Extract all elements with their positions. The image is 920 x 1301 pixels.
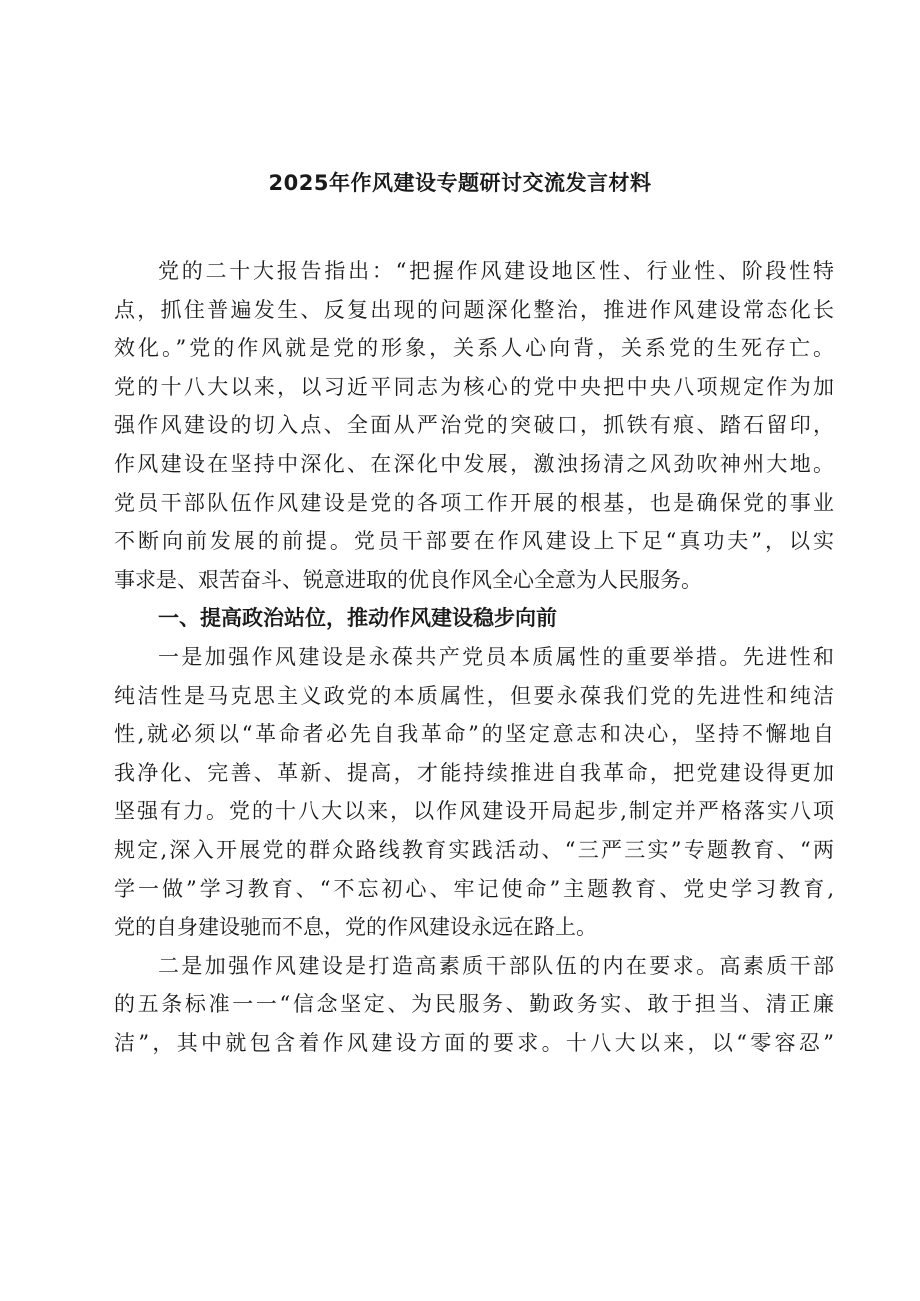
paragraph-line: 党的十八大以来，以习近平同志为核心的党中央把中央八项规定作为加 (114, 374, 834, 399)
paragraph-line: 党的自身建设驰而不息，党的作风建设永远在路上。 (114, 915, 597, 940)
paragraph-line: 效化。”党的作风就是党的形象，关系人心向背，关系党的生死存亡。 (114, 336, 834, 361)
paragraph-line: 规定,深入开展党的群众路线教育实践活动、“三严三实”专题教育、“两 (114, 837, 834, 862)
paragraph-line: 性,就必须以“革命者必先自我革命”的坚定意志和决心，坚持不懈地自 (114, 722, 834, 747)
paragraph-line: 二是加强作风建设是打造高素质干部队伍的内在要求。高素质干部 (158, 953, 834, 978)
paragraph-line: 强作风建设的切入点、全面从严治党的突破口，抓铁有痕、踏石留印， (114, 413, 834, 438)
paragraph-line: 纯洁性是马克思主义政党的本质属性，但要永葆我们党的先进性和纯洁 (114, 683, 834, 708)
section-heading: 一、提高政治站位，推动作风建设稳步向前 (158, 606, 557, 631)
document-body (114, 252, 834, 1062)
paragraph-line: 我净化、完善、革新、提高，才能持续推进自我革命，把党建设得更加 (114, 760, 834, 785)
intro-paragraph (114, 252, 834, 599)
paragraph-2 (114, 947, 834, 1063)
document-title: 2025年作风建设专题研讨交流发言材料 (268, 171, 652, 195)
paragraph-line: 党的二十大报告指出：“把握作风建设地区性、行业性、阶段性特 (158, 259, 834, 283)
paragraph-line: 的五条标准一一“信念坚定、为民服务、勤政务实、敢于担当、清正廉 (114, 992, 834, 1017)
paragraph-line: 党员干部队伍作风建设是党的各项工作开展的根基，也是确保党的事业 (114, 490, 834, 515)
paragraph-line: 洁”，其中就包含着作风建设方面的要求。十八大以来，以“零容忍” (114, 1030, 834, 1055)
paragraph-line: 学一做”学习教育、“不忘初心、牢记使命”主题教育、党史学习教育, (114, 876, 834, 901)
paragraph-line: 事求是、艰苦奋斗、锐意进取的优良作风全心全意为人民服务。 (114, 567, 702, 592)
paragraph-line: 一是加强作风建设是永葆共产党员本质属性的重要举措。先进性和 (158, 644, 834, 669)
paragraph-line: 作风建设在坚持中深化、在深化中发展，激浊扬清之风劲吹神州大地。 (114, 451, 834, 476)
paragraph-line: 坚强有力。党的十八大以来，以作风建设开局起步,制定并严格落实八项 (114, 799, 834, 824)
paragraph-1 (114, 638, 834, 947)
paragraph-line: 点，抓住普遍发生、反复出现的问题深化整治，推进作风建设常态化长 (114, 297, 834, 322)
paragraph-line: 不断向前发展的前提。党员干部要在作风建设上下足“真功夫”，以实 (114, 529, 834, 554)
